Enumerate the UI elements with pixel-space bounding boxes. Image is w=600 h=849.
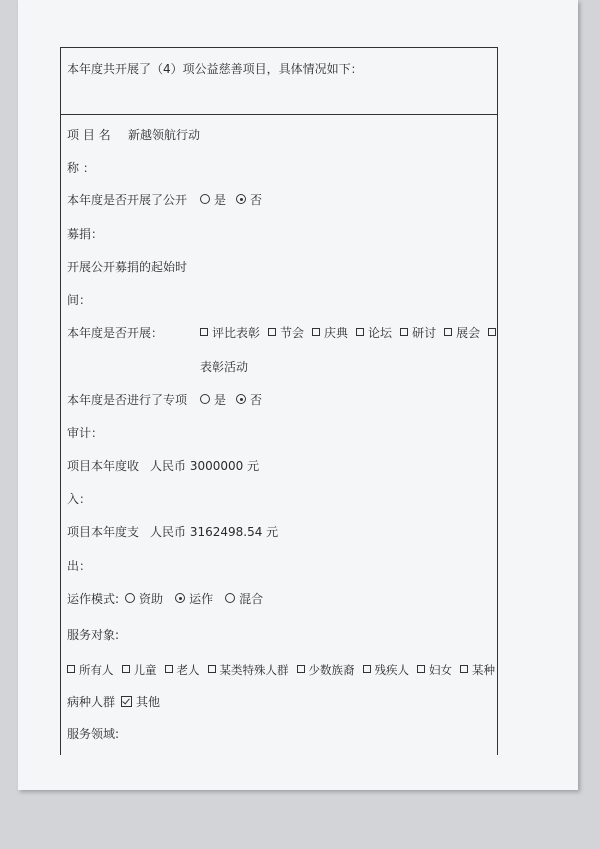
service-targets-label: 服务对象: (67, 628, 120, 642)
activity-option: 庆典 (324, 326, 349, 340)
fundraising-start-label-cont: 间： (67, 293, 92, 307)
radio-no-selected-icon[interactable] (236, 394, 246, 404)
public-fundraising-label-cont: 募捐： (67, 227, 104, 241)
checkbox-icon[interactable] (312, 328, 320, 336)
target-option: 少数族裔 (308, 663, 355, 677)
checkbox-icon[interactable] (363, 665, 371, 673)
checkbox-checked-icon[interactable] (121, 696, 132, 707)
checkbox-icon[interactable] (165, 665, 173, 673)
checkbox-icon[interactable] (356, 328, 364, 336)
expense-label: 项目本年度支 (67, 525, 140, 539)
income-value: 人民币 3000000 元 (150, 459, 260, 473)
checkbox-icon[interactable] (200, 328, 208, 336)
radio-icon[interactable] (125, 593, 135, 603)
target-option: 老人 (176, 663, 200, 677)
radio-yes-icon[interactable] (200, 194, 210, 204)
activity-option: 研讨 (412, 326, 437, 340)
checkbox-icon[interactable] (67, 665, 75, 673)
project-name-label-cont: 称 ： (67, 161, 95, 175)
activity-option: 论坛 (368, 326, 393, 340)
expense-value: 人民币 3162498.54 元 (150, 525, 279, 539)
target-option: 某种 (472, 663, 495, 677)
activities-options (200, 326, 500, 340)
project-name-value: 新越领航行动 (128, 128, 201, 142)
target-option: 残疾人 (374, 663, 409, 677)
special-audit-label: 本年度是否进行了专项 (67, 393, 188, 407)
checkbox-icon[interactable] (460, 665, 468, 673)
activity-option: 节会 (280, 326, 305, 340)
fundraising-start-label: 开展公开募捐的起始时 (67, 260, 188, 274)
option-no-label: 否 (250, 393, 263, 407)
option-yes-label: 是 (214, 393, 227, 407)
mode-row (67, 592, 263, 606)
special-audit-label-cont: 审计： (67, 426, 104, 440)
service-targets-options (67, 663, 495, 677)
checkbox-icon[interactable] (488, 328, 496, 336)
checkbox-icon[interactable] (297, 665, 305, 673)
activities-label: 本年度是否开展： (67, 326, 164, 340)
radio-no-selected-icon[interactable] (236, 194, 246, 204)
target-option: 儿童 (133, 663, 157, 677)
service-targets-options-cont (67, 695, 160, 709)
checkbox-icon[interactable] (208, 665, 216, 673)
public-fundraising-options (200, 193, 262, 207)
checkbox-icon[interactable] (400, 328, 408, 336)
checkbox-icon[interactable] (122, 665, 130, 673)
activity-option: 表彰活动 (200, 360, 249, 374)
income-label-cont: 入： (67, 492, 92, 506)
special-audit-options (200, 393, 262, 407)
radio-icon[interactable] (225, 593, 235, 603)
target-option: 某类特殊人群 (219, 663, 289, 677)
checkbox-icon[interactable] (268, 328, 276, 336)
expense-label-cont: 出： (67, 559, 92, 573)
radio-yes-icon[interactable] (200, 394, 210, 404)
project-name-label: 项 目 名 (67, 128, 111, 142)
target-option: 其他 (136, 695, 161, 709)
radio-selected-icon[interactable] (175, 593, 185, 603)
activity-option: 展会 (456, 326, 481, 340)
option-no-label: 否 (250, 193, 263, 207)
target-option: 妇女 (429, 663, 452, 677)
mode-option: 运作 (189, 592, 214, 606)
public-fundraising-label: 本年度是否开展了公开 (67, 193, 188, 207)
option-yes-label: 是 (214, 193, 227, 207)
checkbox-icon[interactable] (417, 665, 425, 673)
target-option: 病种人群 (67, 695, 116, 709)
mode-label: 运作模式: (67, 592, 120, 606)
activity-option: 评比表彰 (212, 326, 261, 340)
checkbox-icon[interactable] (444, 328, 452, 336)
service-domain-label: 服务领域: (67, 727, 120, 741)
mode-option: 资助 (139, 592, 164, 606)
intro-text: 本年度共开展了（4）项公益慈善项目，具体情况如下： (67, 62, 363, 76)
target-option: 所有人 (79, 663, 114, 677)
income-label: 项目本年度收 (67, 459, 140, 473)
row-divider (60, 114, 498, 115)
mode-option: 混合 (239, 592, 264, 606)
